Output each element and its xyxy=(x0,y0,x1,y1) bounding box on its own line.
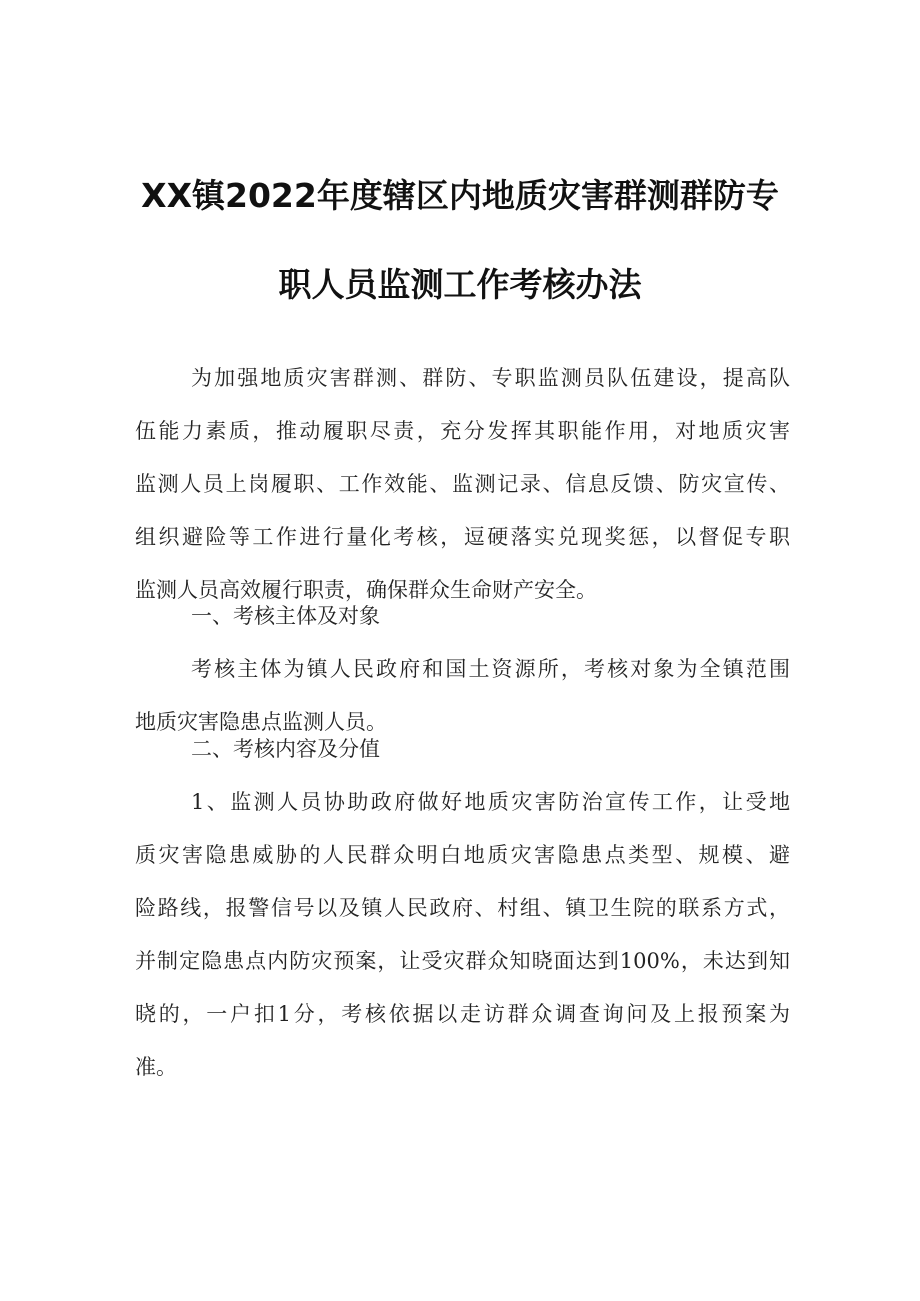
section-1-line: 考核主体为镇人民政府和国土资源所，考核对象为全镇范围 xyxy=(191,657,790,681)
item-1-line: 质灾害隐患威胁的人民群众明白地质灾害隐患点类型、规模、避 xyxy=(135,843,790,867)
intro-paragraph xyxy=(135,352,790,617)
intro-line: 伍能力素质，推动履职尽责，充分发挥其职能作用，对地质灾害 xyxy=(135,419,790,443)
intro-line: 监测人员上岗履职、工作效能、监测记录、信息反馈、防灾宣传、 xyxy=(135,472,790,496)
document-title-line-2: 职人员监测工作考核办法 xyxy=(278,265,642,304)
item-1-line: 1、监测人员协助政府做好地质灾害防治宣传工作，让受地 xyxy=(191,790,790,814)
item-1-paragraph xyxy=(135,776,790,1094)
item-1-line: 准。 xyxy=(135,1055,177,1079)
section-2-heading: 二、考核内容及分值 xyxy=(191,737,380,761)
section-1-heading: 一、考核主体及对象 xyxy=(191,604,380,628)
item-1-line: 并制定隐患点内防灾预案，让受灾群众知晓面达到100%，未达到知 xyxy=(135,949,790,973)
document-title-line-1: XX镇2022年度辖区内地质灾害群测群防专 xyxy=(141,176,779,215)
item-1-line: 险路线，报警信号以及镇人民政府、村组、镇卫生院的联系方式， xyxy=(135,896,790,920)
intro-line: 监测人员高效履行职责，确保群众生命财产安全。 xyxy=(135,578,597,602)
intro-line: 为加强地质灾害群测、群防、专职监测员队伍建设，提高队 xyxy=(191,366,790,390)
section-1-line: 地质灾害隐患点监测人员。 xyxy=(135,710,387,734)
intro-line: 组织避险等工作进行量化考核，逗硬落实兑现奖惩，以督促专职 xyxy=(135,525,790,549)
item-1-line: 晓的，一户扣1分，考核依据以走访群众调查询问及上报预案为 xyxy=(135,1002,790,1026)
